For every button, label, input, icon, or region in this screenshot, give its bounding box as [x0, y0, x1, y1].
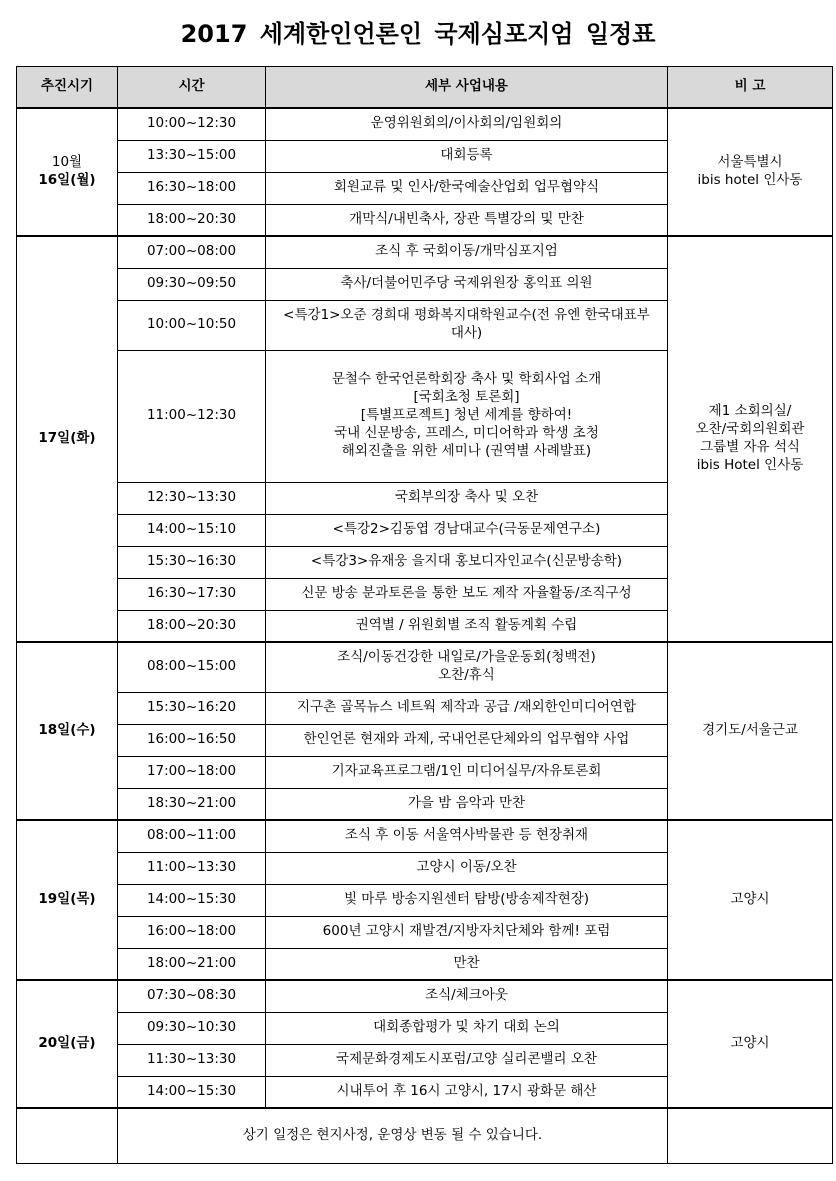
content-line: 회원교류 및 인사/한국예술산업회 업무협약식 — [333, 179, 600, 196]
content-cell — [266, 884, 668, 916]
content-cell — [266, 108, 668, 140]
content-line: 대회종합평가 및 차기 대회 논의 — [373, 1019, 560, 1036]
day-cell — [17, 236, 118, 642]
note-line: ibis hotel 인사동 — [697, 172, 803, 188]
content-cell — [266, 916, 668, 948]
note-line: 그룹별 자유 석식 — [700, 439, 800, 455]
time-cell: 11:00~12:30 — [118, 350, 266, 482]
time-cell: 07:00~08:00 — [118, 236, 266, 268]
day-cell — [17, 820, 118, 980]
time-cell: 14:00~15:10 — [118, 514, 266, 546]
content-cell — [266, 788, 668, 820]
content-cell — [266, 1012, 668, 1044]
time-cell: 11:00~13:30 — [118, 852, 266, 884]
time-cell: 14:00~15:30 — [118, 884, 266, 916]
table-row — [17, 236, 833, 268]
day-label: 18일(수) — [38, 722, 96, 739]
content-line: 가을 밤 음악과 만찬 — [407, 794, 526, 811]
content-cell — [266, 692, 668, 724]
note-cell — [668, 236, 833, 642]
time-cell: 08:00~15:00 — [118, 642, 266, 692]
note-line: 경기도/서울근교 — [702, 722, 798, 739]
note-cell — [668, 980, 833, 1108]
note-line: 제1 소회의실/ — [708, 403, 792, 420]
note-cell — [668, 108, 833, 236]
time-cell: 18:00~21:00 — [118, 948, 266, 980]
content-line: 오찬/휴식 — [438, 667, 495, 684]
time-cell: 11:30~13:30 — [118, 1044, 266, 1076]
month-label: 10월 — [51, 154, 83, 171]
content-cell — [266, 852, 668, 884]
content-line: 권역별 / 위원회별 조직 활동계획 수립 — [355, 616, 578, 633]
content-cell — [266, 1044, 668, 1076]
time-cell: 08:00~11:00 — [118, 820, 266, 852]
note-line: ibis Hotel 인사동 — [696, 456, 804, 473]
content-line: 대사) — [450, 325, 483, 341]
content-cell — [266, 482, 668, 514]
day-cell — [17, 642, 118, 820]
note-line: 고양시 — [730, 891, 770, 908]
content-cell — [266, 172, 668, 204]
content-line: 문철수 한국언론학회장 축사 및 학회사업 소개 — [331, 371, 602, 388]
content-line: 조식/이동건강한 내일로/가을운동회(청백전) — [337, 649, 596, 666]
content-line: 신문 방송 분과토론을 통한 보도 제작 자율활동/조직구성 — [301, 585, 632, 602]
content-line: 시내투어 후 16시 고양시, 17시 광화문 해산 — [336, 1082, 597, 1099]
header-time: 시간 — [118, 67, 266, 109]
content-line: 국제문화경제도시포럼/고양 실리콘밸리 오찬 — [336, 1051, 597, 1068]
time-cell: 18:30~21:00 — [118, 788, 266, 820]
time-cell: 16:30~18:00 — [118, 172, 266, 204]
content-cell — [266, 204, 668, 236]
table-row — [17, 642, 833, 692]
content-cell — [266, 1076, 668, 1108]
content-line: 지구촌 골목뉴스 네트웍 제작과 공급 /재외한인미디어연합 — [297, 699, 636, 716]
time-cell: 09:30~09:50 — [118, 268, 266, 300]
content-cell — [266, 514, 668, 546]
table-row — [17, 980, 833, 1012]
time-cell: 14:00~15:30 — [118, 1076, 266, 1108]
content-line: 운영위원회의/이사회의/임원회의 — [370, 115, 563, 132]
schedule-table — [16, 66, 833, 1164]
content-cell — [266, 610, 668, 642]
content-cell — [266, 756, 668, 788]
content-line: 축사/더불어민주당 국제위원장 홍익표 의원 — [340, 275, 593, 292]
header-detail: 세부 사업내용 — [266, 67, 668, 109]
day-label: 19일(목) — [38, 891, 96, 908]
time-cell: 12:30~13:30 — [118, 482, 266, 514]
content-line: 600년 고양시 재발견/지방자치단체와 함께! 포럼 — [322, 923, 611, 940]
content-cell — [266, 724, 668, 756]
note-line: 오찬/국회의원회관 — [695, 421, 805, 438]
time-cell: 18:00~20:30 — [118, 610, 266, 642]
note-line: 서울특별시 — [717, 154, 783, 171]
content-line: 국회부의장 축사 및 오찬 — [394, 489, 539, 506]
note-cell — [668, 642, 833, 820]
content-line: 만찬 — [453, 954, 480, 971]
content-line: <특강2>김동엽 경남대교수(극동문제연구소) — [332, 521, 601, 538]
content-cell — [266, 948, 668, 980]
time-cell: 15:30~16:30 — [118, 546, 266, 578]
content-line: 빛 마루 방송지원센터 탐방(방송제작현장) — [343, 891, 590, 908]
note-cell — [668, 820, 833, 980]
content-line: 조식 후 이동 서울역사박물관 등 현장취재 — [344, 827, 589, 844]
table-row — [17, 108, 833, 140]
content-line: <특강3>유재웅 을지대 홍보디자인교수(신문방송학) — [310, 553, 623, 570]
content-line: 대회등록 — [440, 147, 493, 164]
header-period: 추진시기 — [17, 67, 118, 109]
footer-empty-cell — [17, 1108, 118, 1163]
content-cell — [266, 140, 668, 172]
content-cell — [266, 642, 668, 692]
content-cell — [266, 350, 668, 482]
day-label: 16일(월) — [38, 172, 96, 188]
day-cell — [17, 108, 118, 236]
note-line: 고양시 — [730, 1035, 770, 1052]
day-cell — [17, 980, 118, 1108]
content-cell — [266, 546, 668, 578]
footer-note: 상기 일정은 현지사정, 운영상 변동 될 수 있습니다. — [118, 1108, 668, 1163]
schedule-body — [17, 108, 833, 1163]
time-cell: 16:00~16:50 — [118, 724, 266, 756]
table-header-row — [17, 67, 833, 109]
footer-empty-cell — [668, 1108, 833, 1163]
header-note: 비 고 — [668, 67, 833, 109]
time-cell: 07:30~08:30 — [118, 980, 266, 1012]
time-cell: 15:30~16:20 — [118, 692, 266, 724]
time-cell: 16:30~17:30 — [118, 578, 266, 610]
content-line: 개막식/내빈축사, 장관 특별강의 및 만찬 — [349, 210, 584, 227]
content-line: 국내 신문방송, 프레스, 미디어학과 학생 초청 — [334, 424, 599, 441]
time-cell: 16:00~18:00 — [118, 916, 266, 948]
time-cell: 10:00~12:30 — [118, 108, 266, 140]
content-line: <특강1>오준 경희대 평화복지대학원교수(전 유엔 한국대표부 — [283, 307, 650, 324]
content-line: 한인언론 현재와 과제, 국내언론단체와의 업무협약 사업 — [303, 731, 630, 748]
table-row — [17, 820, 833, 852]
time-cell: 18:00~20:30 — [118, 204, 266, 236]
day-label: 20일(금) — [38, 1035, 96, 1052]
time-cell: 09:30~10:30 — [118, 1012, 266, 1044]
content-line: 해외진출을 위한 세미나 (권역별 사례발표) — [341, 442, 592, 459]
time-cell: 13:30~15:00 — [118, 140, 266, 172]
content-line: 조식/체크아웃 — [425, 987, 508, 1004]
content-cell — [266, 300, 668, 350]
content-line: 기자교육프로그램/1인 미디어실무/자유토론회 — [331, 763, 602, 780]
day-label: 17일(화) — [38, 430, 96, 447]
content-cell — [266, 820, 668, 852]
content-cell — [266, 268, 668, 300]
time-cell: 17:00~18:00 — [118, 756, 266, 788]
page-title: 2017 세계한인언론인 국제심포지엄 일정표 — [180, 20, 656, 48]
time-cell: 10:00~10:50 — [118, 300, 266, 350]
content-line: [국회초청 토론회] — [413, 389, 520, 406]
content-cell — [266, 980, 668, 1012]
content-line: 조식 후 국회이동/개막심포지엄 — [375, 243, 558, 260]
content-line: 고양시 이동/오찬 — [416, 859, 517, 876]
content-cell — [266, 236, 668, 268]
content-cell — [266, 578, 668, 610]
footer-row — [17, 1108, 833, 1163]
content-line: [특별프로젝트] 청년 세계를 향하여! — [360, 407, 573, 424]
